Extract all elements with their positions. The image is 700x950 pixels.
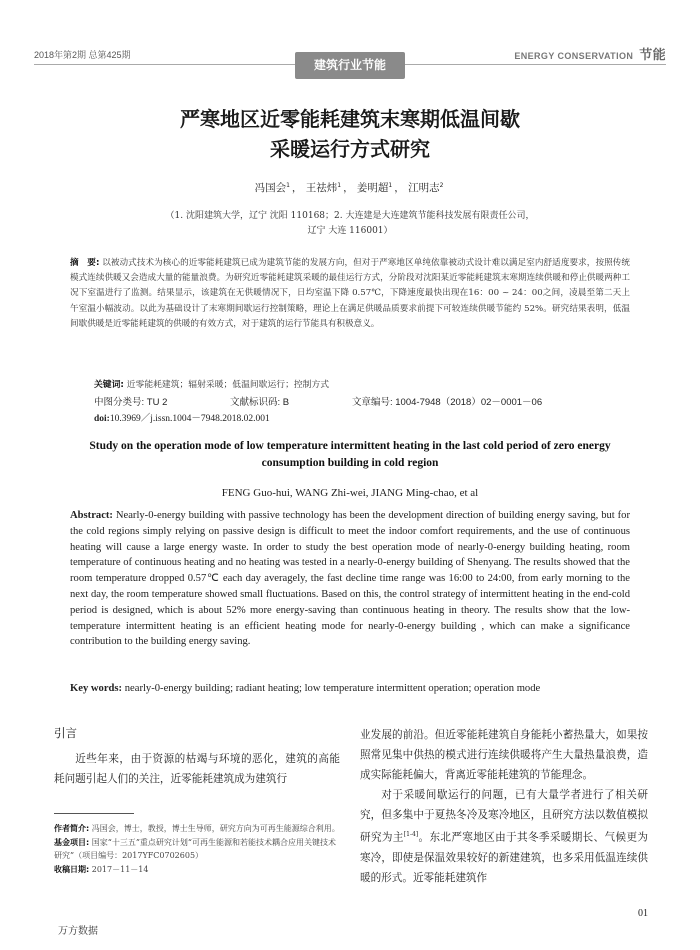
paragraph-text: 。东北严寒地区由于其冬季采暖期长、气候更为寒冷，即使是保温效果较好的新建建筑，也多采用低温连续供暖的形式。近零能耗建筑作	[360, 831, 649, 884]
clc-number: 中图分类号: TU 2	[94, 397, 168, 408]
title-cn-line2: 采暖运行方式研究	[270, 137, 430, 161]
footnote-author	[54, 822, 340, 836]
section-heading: 引言	[54, 726, 77, 740]
title-en: Study on the operation mode of low temperature intermittent heating in the last cold period of zero energy consumption building in cold region	[89, 440, 611, 469]
footnote-date-label: 收稿日期:	[54, 864, 90, 874]
footnote-author-text: 冯国会，博士，教授，博士生导师，研究方向为可再生能源综合利用。	[91, 824, 340, 833]
journal-brand	[514, 44, 666, 63]
document-code: 文献标识码: B	[230, 397, 290, 408]
footnote-author-label: 作者简介:	[54, 824, 90, 833]
issue-info: 2018年第2期 总第425期	[34, 50, 131, 60]
author-name: 姜明超	[356, 182, 389, 194]
authors-en: FENG Guo-hui, WANG Zhi-wei, JIANG Ming-chao, et al	[221, 487, 479, 499]
footnote-fund	[54, 836, 340, 863]
footnote-date	[54, 863, 340, 877]
footer-source: 万方数据	[58, 926, 98, 937]
author-aff: 1	[337, 181, 342, 189]
author-aff: 2	[439, 181, 444, 189]
footnote-rule	[54, 813, 134, 814]
abstract-cn-text: 以被动式技术为核心的近零能耗建筑已成为建筑节能的发展方向，但对于严寒地区单纯依靠被动式设计难以满足室内舒适度要求，按照传统模式连续供暖又会造成大量的能量浪费。为研究近零能耗建筑采暖的最佳运行方式，分阶段对沈阳某近零能耗建筑末寒期连续供暖和停止供暖两种工况下室温进行了监测。结果显示，该建筑在无供暖情况下，日均室温下降 0.57℃，下降速度最快出现在16：00 ~ 24：00之间，凌晨至第二天上午室温小幅波动。以此为基础设计了末寒期间歇运行控制策略，理论上在满足供暖品质要求前提下可较连续供暖节能约 52%。研究结果表明，低温间歇供暖是近零能耗建筑的供暖的有效方式，对于建筑的运行节能具有积极意义。	[70, 258, 630, 329]
footnotes	[54, 822, 340, 876]
body-paragraph: 近些年来，由于资源的枯竭与环境的恶化，建筑的高能耗问题引起人们的关注，近零能耗建筑成为建筑行	[54, 753, 340, 785]
author-name: 王祛炜	[305, 182, 338, 194]
affiliation	[80, 209, 620, 239]
paragraph-text: 对于采暖间歇运行的问题，已有大量学者进行了相关研究，但多集中于夏热冬冷及寒冷地区，且研究方法以数值模拟研究为主	[360, 789, 648, 844]
affiliation-line2: 辽宁 大连 116001）	[307, 226, 393, 236]
journal-logo: 节能	[639, 48, 666, 63]
keywords-cn	[94, 377, 634, 390]
footnote-fund-label: 基金项目:	[54, 837, 90, 847]
authors-cn: 冯国会$^1$ ， 王祛炜$^1$ ， 姜明超$^1$ ， 江明志$^2$	[254, 181, 444, 194]
footnote-date-text: 2017－11－14	[91, 864, 149, 874]
footnote-fund-text: 国家“十三五”重点研究计划“可再生能源和若能技术耦合应用关键技术研究”（项目编号：2017YFC0702605）	[54, 837, 337, 860]
page-number: 01	[638, 908, 648, 919]
author-aff: 1	[286, 181, 290, 189]
body-left-column	[54, 725, 340, 789]
keywords-en-label: Key words:	[70, 683, 123, 694]
abstract-en	[70, 508, 630, 650]
citation-ref[interactable]: [1-4]	[403, 831, 419, 838]
keywords-cn-label: 关键词:	[94, 380, 124, 390]
keywords-en-text: nearly-0-energy building; radiant heating; low temperature intermittent operation; operation mode	[124, 683, 541, 694]
journal-brand-text: ENERGY CONSERVATION	[514, 51, 634, 61]
article-number: 文章编号: 1004-7948（2018）02－0001－06	[352, 397, 543, 408]
abstract-en-text: Nearly-0-energy building with passive technology has been the development direction of building energy saving, but for the cold regions simply relying on passive design is difficult to meet the indoor comfort requirements, and the use of continuous heating will cause a large energy waste. In order to study the best operation mode of nearly-0-energy building heating, room temperature of continuous heating and no heating was tested in a nearly-0-energy building of Shenyang. The results showed that the room temperature dropped 0.57℃ each day averagely, the fast decline time range was 16:00 to 24:00, from early morning to the next day, the room temperature showed small fluctuations. Based on this, the control strategy of intermittent heating in the end-cold period is designed, which is about 52% more energy-saving than continuous heating in theory. The results show that the low-temperature intermittent heating is an efficient heating mode for nearly-0-energy building , which can make a significance contribution to the building energy saving.	[70, 510, 630, 648]
body-right-column	[360, 725, 648, 888]
author-name: 江明志	[408, 182, 440, 194]
body-paragraph: 业发展的前沿。但近零能耗建筑自身能耗小蓄热量大，如果按照常见集中供热的模式进行连续供暖将产生大量热量浪费，造成实际能耗偏大，背离近零能耗建筑的节能理念。	[360, 729, 648, 781]
title-cn	[60, 104, 640, 164]
author-aff: 1	[388, 181, 393, 189]
title-cn-line1: 严寒地区近零能耗建筑末寒期低温间歇	[180, 107, 520, 131]
abstract-cn	[70, 256, 630, 332]
keywords-cn-text: 近零能耗建筑；辐射采暖；低温间歇运行；控制方式	[126, 380, 330, 390]
affiliation-line1: （1. 沈阳建筑大学，辽宁 沈阳 110168；2. 大连建是大连建筑节能科技发展有限责任公司，	[165, 211, 535, 221]
abstract-cn-label: 摘 要:	[70, 258, 100, 268]
body-paragraph	[360, 785, 648, 888]
doi-label: doi:	[94, 414, 110, 424]
section-tag: 建筑行业节能	[295, 52, 405, 79]
author-name: 冯国会	[254, 182, 287, 194]
keywords-en	[70, 683, 630, 694]
doi	[94, 410, 270, 424]
doi-value: 10.3969／j.issn.1004－7948.2018.02.001	[109, 414, 270, 424]
abstract-en-label: Abstract:	[70, 510, 113, 521]
